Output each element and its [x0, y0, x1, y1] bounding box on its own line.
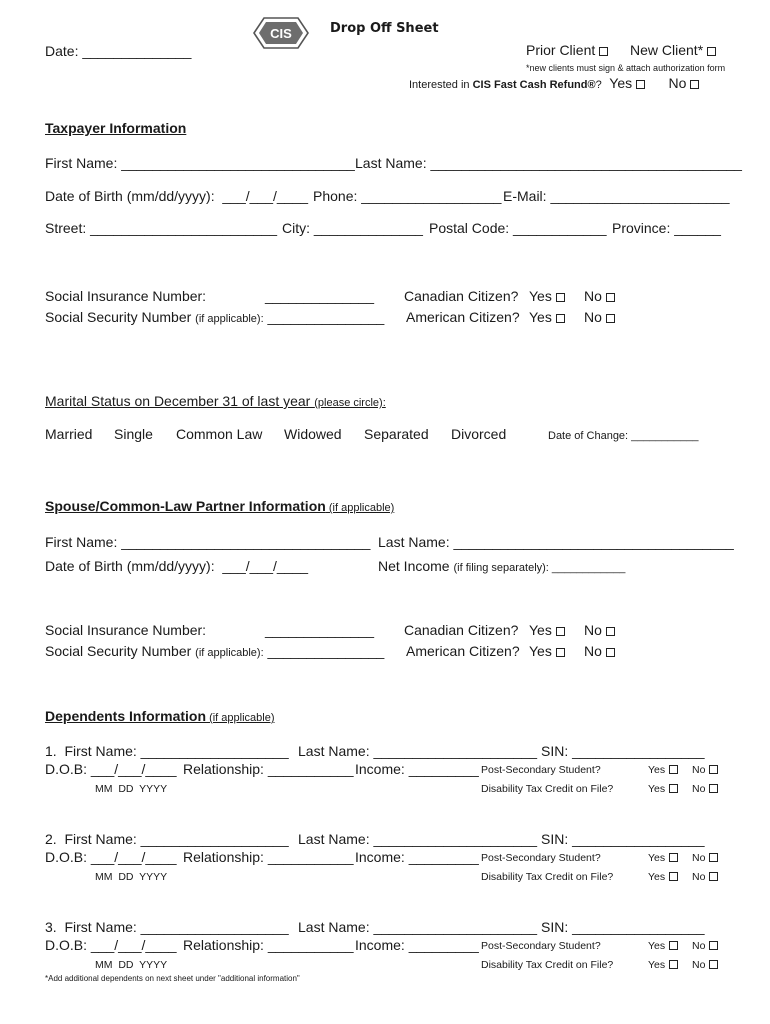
dependent-1-disability-yes-checkbox[interactable]	[669, 784, 678, 793]
spouse-american-no-checkbox[interactable]	[606, 648, 615, 657]
fast-cash-no-checkbox[interactable]	[690, 80, 699, 89]
dependent-3-last-name-field[interactable]: Last Name: _____________________	[298, 919, 537, 935]
dependent-2-disability-yes-checkbox[interactable]	[669, 872, 678, 881]
taxpayer-american-yes-option[interactable]: Yes	[529, 308, 565, 326]
spouse-net-income-field[interactable]: Net Income (if filing separately): ____________	[378, 558, 626, 574]
marital-option-divorced[interactable]: Divorced	[451, 426, 507, 442]
taxpayer-phone-field[interactable]: Phone: __________________	[313, 188, 502, 204]
dependent-1-first-name-field[interactable]: 1. First Name: ___________________	[45, 743, 289, 759]
spouse-american-no-option[interactable]: No	[584, 642, 615, 660]
dependent-1-income-field[interactable]: Income: _________	[355, 761, 479, 777]
marital-option-married[interactable]: Married	[45, 426, 93, 442]
dependent-2-disability-label: Disability Tax Credit on File?	[481, 871, 614, 883]
dependents-heading: Dependents Information (if applicable)	[45, 708, 275, 724]
taxpayer-canadian-citizen-label: Canadian Citizen?	[404, 288, 519, 304]
dependent-3-post-secondary-no-option[interactable]: No	[692, 937, 718, 955]
fast-cash-yes-checkbox[interactable]	[636, 80, 645, 89]
new-client-option[interactable]	[630, 41, 716, 59]
dependent-2-post-secondary-yes-option[interactable]: Yes	[648, 849, 678, 867]
taxpayer-email-field[interactable]: E-Mail: _______________________	[503, 188, 730, 204]
taxpayer-dob-field[interactable]: Date of Birth (mm/dd/yyyy): ___/___/____	[45, 188, 309, 204]
dependent-3-income-field[interactable]: Income: _________	[355, 937, 479, 953]
dependent-2-disability-no-checkbox[interactable]	[709, 872, 718, 881]
new-client-checkbox[interactable]	[707, 47, 716, 56]
dependent-1-sin-field[interactable]: SIN: _________________	[541, 743, 705, 759]
marital-option-separated[interactable]: Separated	[364, 426, 429, 442]
marital-option-widowed[interactable]: Widowed	[284, 426, 342, 442]
taxpayer-american-no-checkbox[interactable]	[606, 314, 615, 323]
fast-cash-yes-option[interactable]: Yes	[609, 75, 645, 91]
dependent-1-date-format-hint: MM DD YYYY	[95, 783, 168, 795]
dependent-2-relationship-field[interactable]: Relationship: ___________	[183, 849, 354, 865]
cis-logo	[252, 16, 310, 50]
taxpayer-first-name-field[interactable]: First Name: ______________________________	[45, 155, 355, 171]
taxpayer-canadian-yes-option[interactable]: Yes	[529, 287, 565, 305]
spouse-last-name-field[interactable]: Last Name: ____________________________________	[378, 534, 734, 550]
dependent-2-post-secondary-no-checkbox[interactable]	[709, 853, 718, 862]
marital-option-common-law[interactable]: Common Law	[176, 426, 263, 442]
taxpayer-sin-field[interactable]: ______________	[265, 288, 375, 304]
spouse-canadian-no-checkbox[interactable]	[606, 627, 615, 636]
marital-option-single[interactable]: Single	[114, 426, 153, 442]
dependent-3-disability-yes-option[interactable]: Yes	[648, 956, 678, 974]
dependent-2-disability-no-option[interactable]: No	[692, 868, 718, 886]
dependent-2-last-name-field[interactable]: Last Name: _____________________	[298, 831, 537, 847]
dependent-2-date-format-hint: MM DD YYYY	[95, 871, 168, 883]
spouse-canadian-yes-checkbox[interactable]	[556, 627, 565, 636]
spouse-first-name-field[interactable]: First Name: ________________________________	[45, 534, 371, 550]
dependent-3-relationship-field[interactable]: Relationship: ___________	[183, 937, 354, 953]
dependent-3-disability-label: Disability Tax Credit on File?	[481, 959, 614, 971]
dependent-1-last-name-field[interactable]: Last Name: _____________________	[298, 743, 537, 759]
dependent-1-post-secondary-no-checkbox[interactable]	[709, 765, 718, 774]
spouse-canadian-no-option[interactable]: No	[584, 621, 615, 639]
taxpayer-canadian-yes-checkbox[interactable]	[556, 293, 565, 302]
dependent-2-disability-yes-option[interactable]: Yes	[648, 868, 678, 886]
page-title: Drop Off Sheet	[330, 21, 439, 36]
spouse-american-yes-checkbox[interactable]	[556, 648, 565, 657]
prior-client-option[interactable]	[526, 41, 608, 59]
dependent-2-income-field[interactable]: Income: _________	[355, 849, 479, 865]
dependents-footnote: *Add additional dependents on next sheet under "additional information"	[45, 974, 300, 983]
spouse-american-citizen-label: American Citizen?	[406, 643, 520, 659]
dependent-2-post-secondary-no-option[interactable]: No	[692, 849, 718, 867]
dependent-3-sin-field[interactable]: SIN: _________________	[541, 919, 705, 935]
dependent-1-post-secondary-label: Post-Secondary Student?	[481, 764, 601, 776]
spouse-heading: Spouse/Common-Law Partner Information (if applicable)	[45, 498, 395, 514]
spouse-ssn-field[interactable]: Social Security Number (if applicable): _______________	[45, 643, 385, 659]
taxpayer-heading: Taxpayer Information	[45, 120, 187, 136]
taxpayer-canadian-no-checkbox[interactable]	[606, 293, 615, 302]
prior-client-label: Prior Client	[526, 42, 596, 58]
taxpayer-province-field[interactable]: Province: ______	[612, 220, 721, 236]
dependent-1-post-secondary-yes-checkbox[interactable]	[669, 765, 678, 774]
dependent-2-dob-field[interactable]: D.O.B: ___/___/____	[45, 849, 177, 865]
taxpayer-american-yes-checkbox[interactable]	[556, 314, 565, 323]
spouse-sin-label: Social Insurance Number:	[45, 622, 207, 638]
marital-status-heading: Marital Status on December 31 of last year (please circle):	[45, 393, 386, 409]
dependent-2-sin-field[interactable]: SIN: _________________	[541, 831, 705, 847]
taxpayer-sin-label: Social Insurance Number:	[45, 288, 207, 304]
dependent-3-first-name-field[interactable]: 3. First Name: ___________________	[45, 919, 289, 935]
taxpayer-postal-code-field[interactable]: Postal Code: ____________	[429, 220, 607, 236]
taxpayer-city-field[interactable]: City: ______________	[282, 220, 423, 236]
dependent-3-disability-no-option[interactable]: No	[692, 956, 718, 974]
new-client-note: *new clients must sign & attach authorization form	[526, 63, 726, 73]
dependent-3-post-secondary-yes-option[interactable]: Yes	[648, 937, 678, 955]
taxpayer-ssn-field[interactable]: Social Security Number (if applicable): _______________	[45, 309, 385, 325]
spouse-sin-field[interactable]: ______________	[265, 622, 375, 638]
fast-cash-question: Interested in CIS Fast Cash Refund®? Yes No	[409, 74, 699, 94]
dependent-3-date-format-hint: MM DD YYYY	[95, 959, 168, 971]
taxpayer-last-name-field[interactable]: Last Name: ________________________________________	[355, 155, 742, 171]
svg-text:CIS: CIS	[270, 26, 292, 41]
dependent-1-disability-yes-option[interactable]: Yes	[648, 780, 678, 798]
taxpayer-american-citizen-label: American Citizen?	[406, 309, 520, 325]
dependent-3-post-secondary-label: Post-Secondary Student?	[481, 940, 601, 952]
dependent-3-post-secondary-no-checkbox[interactable]	[709, 941, 718, 950]
taxpayer-canadian-no-option[interactable]: No	[584, 287, 615, 305]
dependent-1-relationship-field[interactable]: Relationship: ___________	[183, 761, 354, 777]
dependent-1-dob-field[interactable]: D.O.B: ___/___/____	[45, 761, 177, 777]
spouse-canadian-yes-option[interactable]: Yes	[529, 621, 565, 639]
dependent-2-post-secondary-yes-checkbox[interactable]	[669, 853, 678, 862]
taxpayer-american-no-option[interactable]: No	[584, 308, 615, 326]
dependent-1-disability-label: Disability Tax Credit on File?	[481, 783, 614, 795]
taxpayer-street-field[interactable]: Street: ________________________	[45, 220, 277, 236]
spouse-american-yes-option[interactable]: Yes	[529, 642, 565, 660]
dependent-2-post-secondary-label: Post-Secondary Student?	[481, 852, 601, 864]
fast-cash-no-option[interactable]: No	[668, 75, 699, 91]
dependent-3-disability-yes-checkbox[interactable]	[669, 960, 678, 969]
date-of-change-field[interactable]: Date of Change: ___________	[548, 430, 699, 442]
dependent-1-post-secondary-yes-option[interactable]: Yes	[648, 761, 678, 779]
prior-client-checkbox[interactable]	[599, 47, 608, 56]
dependent-1-post-secondary-no-option[interactable]: No	[692, 761, 718, 779]
date-field[interactable]: Date: ______________	[45, 43, 192, 59]
spouse-canadian-citizen-label: Canadian Citizen?	[404, 622, 519, 638]
dependent-3-dob-field[interactable]: D.O.B: ___/___/____	[45, 937, 177, 953]
spouse-dob-field[interactable]: Date of Birth (mm/dd/yyyy): ___/___/____	[45, 558, 309, 574]
dependent-3-post-secondary-yes-checkbox[interactable]	[669, 941, 678, 950]
new-client-label: New Client*	[630, 42, 704, 58]
dependent-1-disability-no-checkbox[interactable]	[709, 784, 718, 793]
dependent-2-first-name-field[interactable]: 2. First Name: ___________________	[45, 831, 289, 847]
dependent-1-disability-no-option[interactable]: No	[692, 780, 718, 798]
dependent-3-disability-no-checkbox[interactable]	[709, 960, 718, 969]
